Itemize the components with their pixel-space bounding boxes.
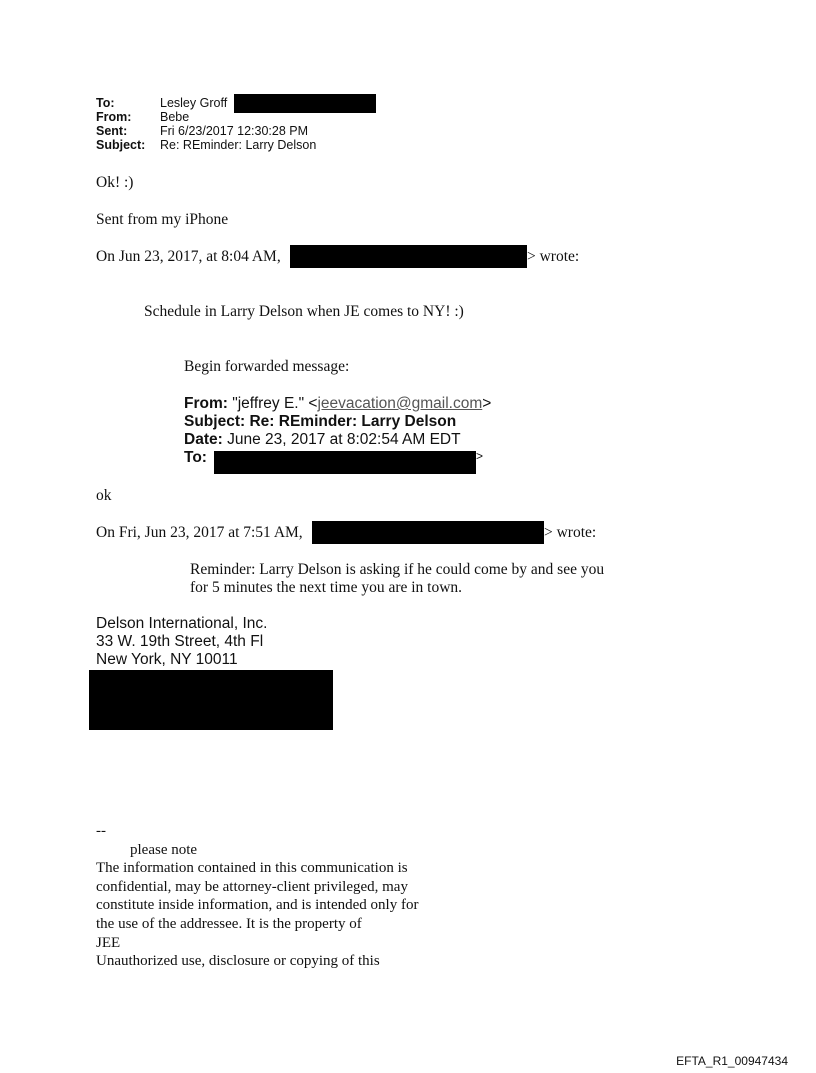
reply-signature: Sent from my iPhone [96,211,229,228]
disclaimer-line1: The information contained in this communication is [96,860,408,877]
address-line1: Delson International, Inc. [96,615,268,632]
disclaimer-line2: confidential, may be attorney-client privileged, may [96,878,408,895]
quote2-line2: for 5 minutes the next time you are in town. [190,579,463,596]
disclaimer-line4: the use of the addressee. It is the property of [96,915,362,932]
forwarded-from-label: From: [184,395,228,412]
quote1-suffix: > wrote: [527,248,580,265]
disclaimer-line6: Unauthorized use, disclosure or copying of this [96,953,380,970]
header-sent-row [96,124,316,138]
forwarded-from-row [184,395,491,413]
redaction-quote2-sender [312,521,544,544]
from-label: From: [96,110,132,124]
address-block [96,615,267,669]
document-id: EFTA_R1_00947434 [676,1054,788,1068]
forwarded-subject-row [184,413,491,431]
forwarded-to-close: > [476,449,484,463]
disclaimer [96,822,418,971]
address-line3: New York, NY 10011 [96,651,238,668]
header-subject-row [96,138,316,152]
forwarded-from-email-link[interactable]: jeevacation@gmail.com [317,395,483,412]
address-line2: 33 W. 19th Street, 4th Fl [96,633,264,650]
disclaimer-line5: JEE [96,934,121,951]
disclaimer-dashes: -- [96,823,106,839]
subject-label: Subject: [96,138,146,152]
forwarded-to-label: To: [184,449,207,466]
forwarded-subject-value: Re: REminder: Larry Delson [249,413,457,430]
redaction-forwarded-to [214,451,476,474]
to-value: Lesley Groff [160,96,228,110]
forwarded-subject-label: Subject: [184,413,246,430]
redaction-to-email [234,94,376,113]
sent-value: Fri 6/23/2017 12:30:28 PM [160,124,309,138]
quote1-message: Schedule in Larry Delson when JE comes to NY! :) [144,303,464,320]
from-value: Bebe [160,110,190,124]
quote1-intro: On Jun 23, 2017, at 8:04 AM, [96,248,281,265]
forwarded-from-close: > [482,395,492,412]
forwarded-from-name: "jeffrey E." < [232,395,318,412]
disclaimer-note: please note [130,841,198,858]
quote2-line1: Reminder: Larry Delson is asking if he could come by and see you [190,561,605,578]
redaction-quote1-sender [290,245,527,268]
redaction-contact-info [89,670,333,730]
forwarded-date-row [184,431,491,449]
subject-value: Re: REminder: Larry Delson [160,138,317,152]
quote2-suffix: > wrote: [544,524,597,541]
reply-text: Ok! :) [96,174,134,191]
forwarded-date-label: Date: [184,431,223,448]
disclaimer-line3: constitute inside information, and is intended only for [96,897,419,914]
forwarded-date-value: June 23, 2017 at 8:02:54 AM EDT [227,431,461,448]
quote2-intro: On Fri, Jun 23, 2017 at 7:51 AM, [96,524,303,541]
reply2-text: ok [96,487,112,504]
forwarded-intro: Begin forwarded message: [184,358,350,375]
sent-label: Sent: [96,124,128,138]
to-label: To: [96,96,115,110]
